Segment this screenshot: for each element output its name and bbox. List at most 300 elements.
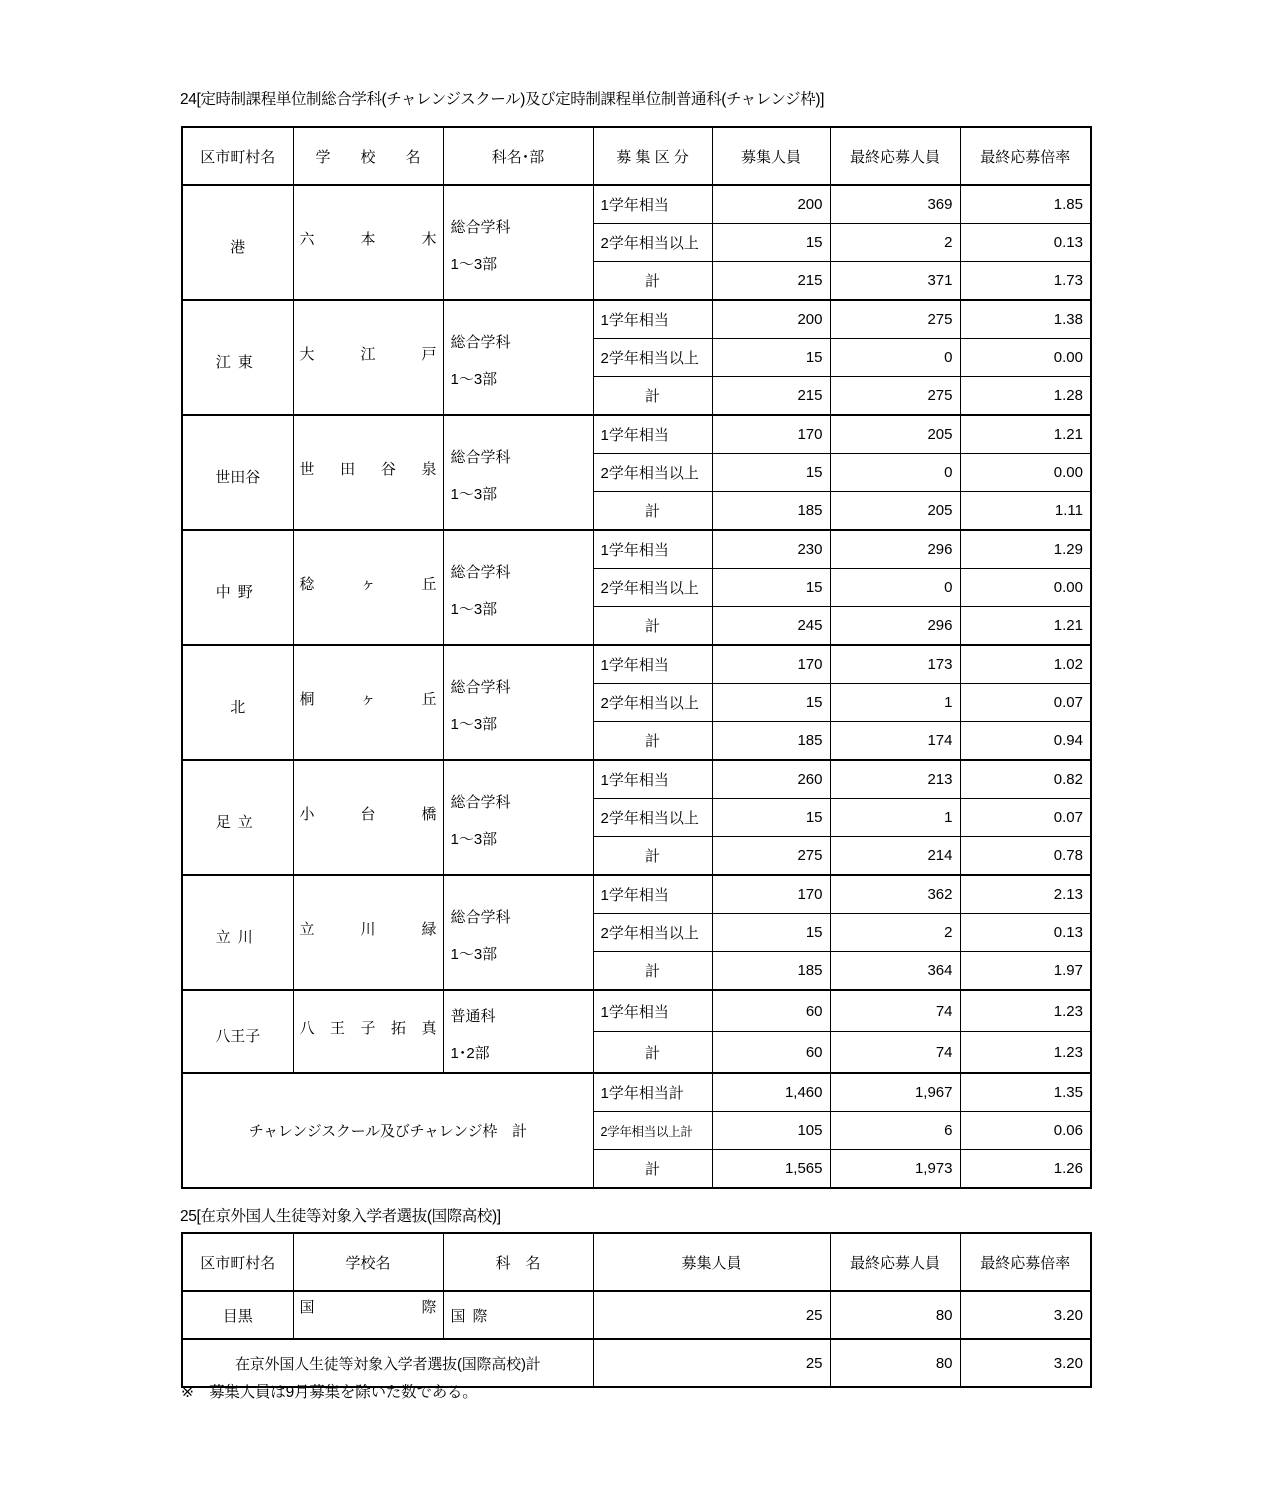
cell-ratio [960, 1032, 1091, 1074]
cell-ratio-value: 1.11 [1054, 502, 1083, 519]
table-row [182, 530, 1091, 569]
cell-applicants [830, 799, 960, 837]
col-header-course: 科名･部 [443, 127, 593, 185]
category-label: 計 [644, 273, 660, 290]
cell-municipality [182, 990, 293, 1073]
cell-capacity-value: 170 [797, 426, 823, 443]
municipality-label: 江東 [215, 354, 260, 371]
cell-applicants [830, 454, 960, 492]
cell-category [593, 760, 712, 799]
cell-course [443, 760, 593, 875]
col-header-course: 科 名 [443, 1233, 593, 1291]
cell-capacity [712, 415, 830, 454]
cell-applicants [830, 607, 960, 646]
cell-applicants [830, 1112, 960, 1150]
cell-ratio [960, 1112, 1091, 1150]
school-name-label: 大江戸 [299, 345, 437, 363]
school-name-label: 小台橋 [299, 805, 437, 823]
col-header-municipality: 区市町村名 [182, 127, 293, 185]
table-row [182, 990, 1091, 1032]
category-label: 1学年相当 [600, 312, 669, 329]
cell-capacity-value: 185 [797, 502, 823, 519]
category-label: 2学年相当以上 [600, 580, 699, 597]
cell-school-name [293, 530, 443, 645]
cell-applicants-value: 275 [927, 311, 953, 328]
cell-ratio [960, 645, 1091, 684]
cell-ratio-value: 1.29 [1053, 541, 1083, 558]
table-row [182, 415, 1091, 454]
course-line-2: 1･2部 [450, 1045, 490, 1062]
cell-ratio [960, 837, 1091, 876]
cell-ratio [960, 1291, 1091, 1339]
cell-ratio-value: 0.13 [1053, 234, 1083, 251]
cell-ratio [960, 875, 1091, 914]
cell-capacity-value: 185 [797, 962, 823, 979]
course-line-1: 総合学科 [450, 334, 511, 351]
municipality-label: 北 [230, 699, 246, 716]
cell-capacity [712, 952, 830, 991]
cell-capacity-value: 170 [797, 656, 823, 673]
cell-total-label [182, 1073, 593, 1188]
municipality-label: 目黒 [222, 1307, 253, 1325]
cell-category [593, 1150, 712, 1189]
category-label: 1学年相当 [600, 542, 669, 559]
cell-school-name [293, 760, 443, 875]
category-label: 1学年相当 [600, 427, 669, 444]
cell-ratio [960, 799, 1091, 837]
cell-ratio-value: 1.21 [1053, 617, 1083, 634]
cell-category [593, 684, 712, 722]
cell-applicants [830, 1339, 960, 1387]
school-name-label: 桐ヶ丘 [299, 690, 437, 708]
cell-category [593, 454, 712, 492]
category-label: 1学年相当 [600, 1003, 669, 1021]
cell-ratio [960, 952, 1091, 991]
municipality-label: 世田谷 [215, 469, 261, 486]
cell-category [593, 569, 712, 607]
cell-ratio-value: 0.13 [1053, 924, 1083, 941]
col-header-school: 学校名 [293, 1233, 443, 1291]
cell-capacity-value: 105 [797, 1122, 823, 1139]
category-label: 2学年相当以上 [600, 695, 699, 712]
col-header-school: 学 校 名 [293, 127, 443, 185]
cell-course [443, 1291, 593, 1339]
cell-capacity-value: 15 [805, 924, 823, 941]
cell-category [593, 914, 712, 952]
school-name-label: 八王子拓真 [299, 1019, 437, 1037]
course-line-2: 1～3部 [450, 946, 498, 963]
cell-capacity-value: 170 [797, 886, 823, 903]
cell-capacity [712, 454, 830, 492]
cell-applicants-value: 1,973 [914, 1160, 953, 1177]
cell-applicants-value: 205 [927, 502, 953, 519]
category-label: 1学年相当 [600, 772, 669, 789]
col-header-ratio: 最終応募倍率 [960, 127, 1091, 185]
col-header-capacity: 募集人員 [712, 127, 830, 185]
course-line-1: 総合学科 [450, 449, 511, 466]
cell-capacity-value: 1,565 [784, 1160, 823, 1177]
cell-applicants-value: 0 [944, 349, 953, 366]
cell-applicants [830, 914, 960, 952]
cell-municipality [182, 530, 293, 645]
cell-applicants-value: 74 [935, 1043, 953, 1061]
municipality-label: 立川 [215, 929, 260, 946]
cell-applicants [830, 875, 960, 914]
cell-applicants-value: 362 [927, 886, 953, 903]
cell-capacity-value: 25 [805, 1306, 823, 1324]
category-label: 2学年相当以上計 [600, 1124, 693, 1139]
cell-capacity-value: 185 [797, 732, 823, 749]
cell-capacity-value: 200 [797, 196, 823, 213]
cell-capacity-value: 230 [797, 541, 823, 558]
cell-applicants [830, 684, 960, 722]
cell-capacity-value: 215 [797, 387, 823, 404]
category-label: 1学年相当 [600, 657, 669, 674]
cell-category [593, 300, 712, 339]
cell-applicants-value: 371 [927, 272, 953, 289]
cell-ratio [960, 760, 1091, 799]
category-label: 計 [644, 1044, 660, 1062]
course-line-2: 1～3部 [450, 256, 498, 273]
cell-school-name [293, 185, 443, 300]
cell-capacity [712, 1150, 830, 1189]
category-label: 計 [644, 388, 660, 405]
cell-applicants-value: 214 [927, 847, 953, 864]
course-line-2: 1～3部 [450, 716, 498, 733]
municipality-label: 中野 [215, 584, 260, 601]
category-label: 2学年相当以上 [600, 235, 699, 252]
cell-applicants [830, 224, 960, 262]
cell-category [593, 339, 712, 377]
cell-capacity [712, 492, 830, 531]
category-label: 2学年相当以上 [600, 350, 699, 367]
cell-applicants [830, 1150, 960, 1189]
cell-capacity [712, 722, 830, 761]
cell-ratio-value: 0.07 [1053, 809, 1083, 826]
cell-course [443, 990, 593, 1073]
cell-capacity [712, 875, 830, 914]
cell-school-name [293, 645, 443, 760]
cell-ratio-value: 0.78 [1053, 847, 1083, 864]
col-header-applicants: 最終応募人員 [830, 127, 960, 185]
cell-applicants-value: 296 [927, 541, 953, 558]
cell-course [443, 185, 593, 300]
municipality-label: 八王子 [215, 1028, 261, 1045]
cell-applicants-value: 80 [935, 1306, 953, 1324]
cell-category [593, 185, 712, 224]
cell-capacity-value: 15 [805, 579, 823, 596]
footnote: ※ 募集人員は9月募集を除いた数である。 [181, 1384, 478, 1401]
cell-applicants [830, 569, 960, 607]
cell-course [443, 415, 593, 530]
cell-applicants-value: 213 [927, 771, 953, 788]
cell-ratio-value: 0.06 [1053, 1122, 1083, 1139]
cell-applicants-value: 6 [944, 1122, 953, 1139]
cell-category [593, 492, 712, 531]
cell-ratio [960, 1150, 1091, 1189]
cell-capacity [712, 684, 830, 722]
course-line-2: 1～3部 [450, 831, 498, 848]
cell-applicants [830, 645, 960, 684]
cell-capacity [712, 262, 830, 301]
cell-category [593, 799, 712, 837]
cell-applicants-value: 74 [935, 1002, 953, 1020]
cell-ratio [960, 454, 1091, 492]
cell-ratio-value: 1.28 [1053, 387, 1083, 404]
cell-municipality [182, 185, 293, 300]
cell-ratio [960, 339, 1091, 377]
table-row [182, 760, 1091, 799]
municipality-label: 足立 [215, 814, 260, 831]
cell-ratio-value: 1.85 [1053, 196, 1083, 213]
cell-applicants [830, 262, 960, 301]
school-name-label: 稔ヶ丘 [299, 575, 437, 593]
category-label: 1学年相当計 [600, 1085, 684, 1102]
municipality-label: 港 [230, 239, 246, 256]
cell-school-name [293, 300, 443, 415]
category-label: 計 [644, 503, 660, 520]
table-total-row [182, 1073, 1091, 1112]
cell-ratio [960, 607, 1091, 646]
cell-category [593, 415, 712, 454]
cell-applicants-value: 0 [944, 464, 953, 481]
school-name-label: 世田谷泉 [299, 460, 437, 478]
cell-ratio-value: 2.13 [1053, 886, 1083, 903]
table-row [182, 1291, 1091, 1339]
cell-applicants [830, 990, 960, 1032]
cell-capacity [712, 990, 830, 1032]
cell-school-name [293, 415, 443, 530]
cell-municipality [182, 415, 293, 530]
col-header-municipality: 区市町村名 [182, 1233, 293, 1291]
course-line-1: 総合学科 [450, 219, 511, 236]
category-label: 1学年相当 [600, 887, 669, 904]
cell-municipality [182, 645, 293, 760]
cell-category [593, 262, 712, 301]
total-label: 在京外国人生徒等対象入学者選抜(国際高校)計 [234, 1355, 541, 1373]
category-label: 1学年相当 [600, 197, 669, 214]
cell-capacity [712, 1032, 830, 1074]
cell-category [593, 1112, 712, 1150]
cell-ratio-value: 1.23 [1053, 1043, 1083, 1061]
category-label: 計 [644, 733, 660, 750]
cell-category [593, 875, 712, 914]
table-25-header-row [182, 1233, 1091, 1291]
cell-ratio-value: 1.21 [1053, 426, 1083, 443]
total-label: チャレンジスクール及びチャレンジ枠 計 [248, 1123, 527, 1140]
cell-ratio [960, 185, 1091, 224]
cell-capacity-value: 1,460 [784, 1084, 823, 1101]
cell-category [593, 837, 712, 876]
col-header-capacity: 募集人員 [593, 1233, 830, 1291]
cell-ratio [960, 1073, 1091, 1112]
table-row [182, 185, 1091, 224]
cell-ratio-value: 3.20 [1053, 1354, 1083, 1372]
cell-applicants [830, 722, 960, 761]
cell-applicants-value: 369 [927, 196, 953, 213]
table-row [182, 300, 1091, 339]
cell-ratio [960, 914, 1091, 952]
cell-capacity [712, 224, 830, 262]
cell-ratio [960, 530, 1091, 569]
table-25-caption: 25[在京外国人生徒等対象入学者選抜(国際高校)] [180, 1208, 501, 1225]
cell-capacity [712, 530, 830, 569]
cell-course [443, 530, 593, 645]
cell-ratio [960, 684, 1091, 722]
cell-capacity [712, 339, 830, 377]
cell-category [593, 1073, 712, 1112]
cell-ratio-value: 3.20 [1053, 1306, 1083, 1324]
cell-applicants-value: 80 [935, 1354, 953, 1372]
cell-category [593, 722, 712, 761]
cell-category [593, 645, 712, 684]
cell-applicants [830, 1032, 960, 1074]
cell-category [593, 1032, 712, 1074]
table-24-caption: 24[定時制課程単位制総合学科(チャレンジスクール)及び定時制課程単位制普通科(チャレンジ枠)] [180, 91, 825, 108]
cell-capacity [712, 1073, 830, 1112]
cell-ratio [960, 722, 1091, 761]
cell-capacity-value: 15 [805, 234, 823, 251]
cell-applicants [830, 1291, 960, 1339]
course-line-1: 総合学科 [450, 909, 511, 926]
table-24-header-row [182, 127, 1091, 185]
cell-school-name [293, 875, 443, 990]
cell-capacity-value: 245 [797, 617, 823, 634]
cell-ratio [960, 569, 1091, 607]
cell-ratio-value: 1.23 [1053, 1002, 1083, 1020]
cell-capacity [593, 1291, 830, 1339]
cell-ratio [960, 262, 1091, 301]
cell-capacity-value: 15 [805, 694, 823, 711]
course-line-2: 1～3部 [450, 601, 498, 618]
cell-capacity-value: 15 [805, 809, 823, 826]
cell-category [593, 990, 712, 1032]
cell-ratio [960, 990, 1091, 1032]
school-name-label: 立川緑 [299, 920, 437, 938]
table-row [182, 645, 1091, 684]
cell-category [593, 607, 712, 646]
cell-applicants-value: 1 [944, 809, 953, 826]
cell-capacity [712, 914, 830, 952]
table-row [182, 875, 1091, 914]
cell-capacity-value: 200 [797, 311, 823, 328]
cell-capacity [712, 607, 830, 646]
cell-ratio-value: 1.97 [1053, 962, 1083, 979]
cell-ratio-value: 0.00 [1053, 579, 1083, 596]
cell-ratio [960, 224, 1091, 262]
cell-capacity-value: 215 [797, 272, 823, 289]
cell-ratio-value: 1.02 [1053, 656, 1083, 673]
course-line-1: 総合学科 [450, 564, 511, 581]
course-line-1: 総合学科 [450, 794, 511, 811]
cell-capacity [712, 569, 830, 607]
table-25 [181, 1232, 1092, 1388]
cell-applicants-value: 364 [927, 962, 953, 979]
cell-course [443, 645, 593, 760]
cell-applicants [830, 185, 960, 224]
cell-ratio-value: 0.07 [1053, 694, 1083, 711]
cell-applicants [830, 377, 960, 416]
cell-capacity-value: 60 [805, 1002, 823, 1020]
cell-municipality [182, 760, 293, 875]
cell-applicants [830, 1073, 960, 1112]
cell-applicants [830, 300, 960, 339]
course-line-1: 普通科 [450, 1008, 496, 1025]
category-label: 計 [644, 963, 660, 980]
cell-applicants-value: 1,967 [914, 1084, 953, 1101]
cell-applicants [830, 760, 960, 799]
cell-capacity [712, 837, 830, 876]
category-label: 2学年相当以上 [600, 925, 699, 942]
cell-ratio [960, 300, 1091, 339]
cell-applicants-value: 296 [927, 617, 953, 634]
cell-capacity-value: 15 [805, 349, 823, 366]
cell-applicants-value: 275 [927, 387, 953, 404]
cell-applicants [830, 837, 960, 876]
table-24 [181, 126, 1092, 1189]
cell-capacity-value: 275 [797, 847, 823, 864]
cell-municipality [182, 300, 293, 415]
cell-applicants [830, 952, 960, 991]
cell-applicants-value: 2 [944, 924, 953, 941]
school-name-label: 国際 [299, 1299, 437, 1316]
cell-capacity [712, 185, 830, 224]
cell-ratio-value: 0.00 [1053, 349, 1083, 366]
cell-capacity [712, 799, 830, 837]
cell-category [593, 377, 712, 416]
cell-ratio-value: 1.35 [1053, 1084, 1083, 1101]
cell-ratio-value: 0.82 [1053, 771, 1083, 788]
cell-applicants-value: 0 [944, 579, 953, 596]
cell-category [593, 952, 712, 991]
course-line-2: 1～3部 [450, 371, 498, 388]
cell-category [593, 530, 712, 569]
cell-ratio-value: 1.73 [1053, 272, 1083, 289]
cell-capacity-value: 15 [805, 464, 823, 481]
category-label: 2学年相当以上 [600, 465, 699, 482]
cell-school-name [293, 990, 443, 1073]
cell-applicants-value: 173 [927, 656, 953, 673]
cell-course [443, 300, 593, 415]
cell-course [443, 875, 593, 990]
cell-capacity [712, 300, 830, 339]
cell-ratio-value: 1.38 [1053, 311, 1083, 328]
course-line-2: 1～3部 [450, 486, 498, 503]
cell-applicants [830, 339, 960, 377]
cell-capacity-value: 60 [805, 1043, 823, 1061]
cell-applicants-value: 174 [927, 732, 953, 749]
cell-applicants-value: 2 [944, 234, 953, 251]
cell-ratio [960, 415, 1091, 454]
cell-municipality [182, 1291, 293, 1339]
cell-applicants [830, 415, 960, 454]
course-line-1: 総合学科 [450, 679, 511, 696]
cell-applicants [830, 492, 960, 531]
cell-ratio [960, 1339, 1091, 1387]
cell-category [593, 224, 712, 262]
cell-applicants [830, 530, 960, 569]
cell-ratio-value: 1.26 [1053, 1160, 1083, 1177]
cell-capacity [712, 645, 830, 684]
cell-ratio-value: 0.94 [1053, 732, 1083, 749]
category-label: 計 [644, 848, 660, 865]
category-label: 計 [644, 618, 660, 635]
cell-school-name [293, 1291, 443, 1339]
col-header-ratio: 最終応募倍率 [960, 1233, 1091, 1291]
cell-applicants-value: 1 [944, 694, 953, 711]
cell-capacity-value: 25 [805, 1354, 823, 1372]
cell-ratio [960, 377, 1091, 416]
